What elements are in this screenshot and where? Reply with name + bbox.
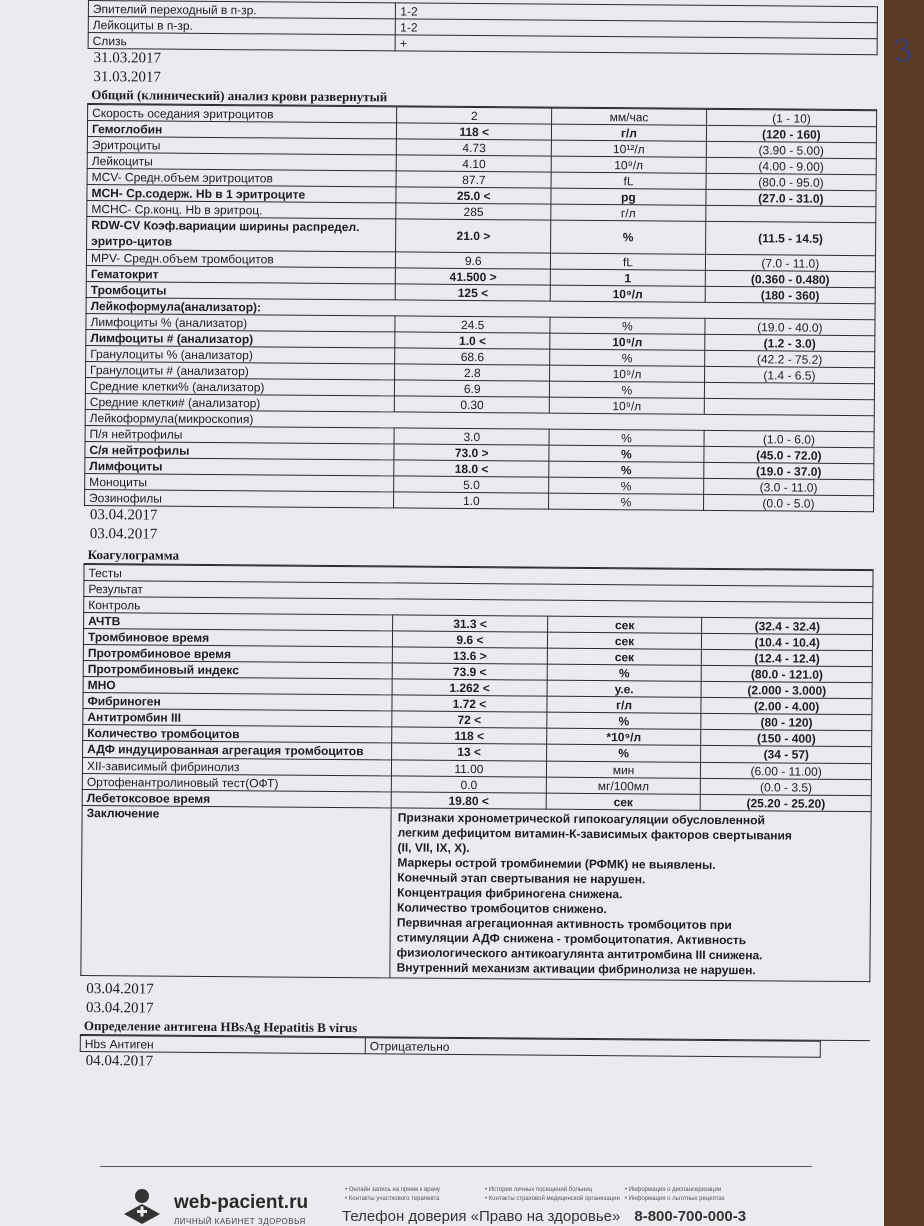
test-name: Антитромбин III xyxy=(83,708,392,726)
test-reference xyxy=(704,382,874,399)
test-unit: % xyxy=(550,317,705,334)
test-unit: 1 xyxy=(550,269,705,286)
conclusion-line: Конечный этап свертывания не нарушен. xyxy=(397,870,646,887)
test-reference: (1.0 - 6.0) xyxy=(704,430,874,447)
test-unit: fL xyxy=(551,253,706,270)
conclusion-line: физиологического антикоагулянта антитромбина III снижена. xyxy=(396,945,763,963)
conclusion-line: Маркеры острой тромбинемии (РФМК) не выявлены. xyxy=(397,855,716,872)
test-unit: *10⁹/л xyxy=(546,728,701,745)
test-value: 24.5 xyxy=(395,316,550,333)
test-unit: мин xyxy=(546,761,701,778)
test-unit: г/л xyxy=(547,696,702,713)
test-name: MPV- Средн.объем тромбоцитов xyxy=(86,249,396,267)
test-reference: (1 - 10) xyxy=(706,109,876,126)
conclusion-row xyxy=(81,805,871,981)
test-reference: (180 - 360) xyxy=(705,286,875,303)
column-header: Контроль xyxy=(84,596,873,618)
footer-link[interactable]: • Контакты участкового терапевта xyxy=(345,1196,440,1202)
test-reference: (3.90 - 5.00) xyxy=(706,141,876,158)
test-reference: (2.000 - 3.000) xyxy=(701,681,872,698)
test-value: 1-2 xyxy=(396,3,878,23)
test-name: Лимфоциты xyxy=(85,457,395,475)
test-reference: (25.20 - 25.20) xyxy=(701,794,872,811)
test-value: 68.6 xyxy=(395,348,550,365)
test-unit: % xyxy=(549,493,704,510)
hotline-label: Телефон доверия «Право на здоровье» xyxy=(342,1208,621,1225)
test-unit: 10¹²/л xyxy=(551,140,706,157)
conclusion-line: легким дефицитом витамин-К-зависимых факторов свертывания xyxy=(397,825,792,843)
test-name: XII-зависимый фибринолиз xyxy=(82,757,391,775)
test-value: 0.0 xyxy=(391,776,546,793)
hbs-title: Определение антигена HBsAg Hepatitis B virus xyxy=(80,1018,870,1041)
test-name: П/я нейтрофилы xyxy=(85,425,395,443)
conclusion-line: (II, VII, IX, X). xyxy=(397,840,470,856)
test-name: Гемоглобин xyxy=(87,121,397,139)
test-unit: 10⁹/л xyxy=(550,285,705,302)
coag-title: Коагулограмма xyxy=(84,547,874,570)
test-reference xyxy=(706,205,876,222)
conclusion-line: Количество тромбоцитов снижено. xyxy=(397,900,607,917)
hotline-phone: 8-800-700-000-3 xyxy=(634,1208,747,1225)
test-value: 11.00 xyxy=(392,760,547,777)
footer-divider xyxy=(100,1166,812,1167)
test-unit: pg xyxy=(551,188,706,205)
column-header: Результат xyxy=(84,580,873,602)
test-value: 1.0 xyxy=(394,492,549,509)
test-reference xyxy=(704,398,874,415)
logo-text: web-pacient.ru xyxy=(174,1192,309,1213)
section-header: Лейкоформула(анализатор): xyxy=(86,297,875,319)
test-unit: сек xyxy=(547,616,702,633)
test-name: Скорость оседания эритроцитов xyxy=(88,105,398,123)
test-name: Протромбиновое время xyxy=(83,644,392,662)
test-value: 1.72 < xyxy=(392,695,547,712)
lab-report xyxy=(80,0,878,1077)
test-reference: (42.2 - 75.2) xyxy=(704,350,874,367)
hotline xyxy=(342,1208,746,1225)
test-reference: (80 - 120) xyxy=(701,713,872,730)
test-value: 118 < xyxy=(392,727,547,744)
test-name: Лебетоксовое время xyxy=(82,789,391,807)
test-name: МНО xyxy=(83,676,392,694)
handwritten-page-number: 3 xyxy=(891,32,916,71)
test-unit: % xyxy=(550,381,705,398)
blood-test-title: Общий (клинический) анализ крови развернутый xyxy=(87,87,877,110)
test-reference: (0.0 - 3.5) xyxy=(701,778,872,795)
test-name: Гранулоциты # (анализатор) xyxy=(86,361,396,379)
test-reference: (7.0 - 11.0) xyxy=(705,254,875,271)
test-reference: (10.4 - 10.4) xyxy=(702,633,873,650)
test-value: 4.73 xyxy=(397,139,552,156)
section-header: Лейкоформула(микроскопия) xyxy=(85,409,874,431)
test-unit: % xyxy=(549,477,704,494)
footer-link[interactable]: • История личных посещений больниц xyxy=(485,1187,593,1193)
test-unit: 10⁹/л xyxy=(550,365,705,382)
test-value: 13 < xyxy=(392,743,547,761)
test-value: 125 < xyxy=(396,284,551,301)
test-unit: г/л xyxy=(551,204,706,221)
test-reference: (19.0 - 37.0) xyxy=(704,462,874,479)
test-value: 9.6 < xyxy=(393,631,548,648)
test-name: Слизь xyxy=(88,33,396,51)
conclusion-line: Признаки хронометрической гипокоагуляции обусловленной xyxy=(397,810,765,828)
test-reference: (80.0 - 121.0) xyxy=(702,665,873,682)
footer-link[interactable]: • Информация о льготных рецептах xyxy=(625,1196,725,1202)
test-unit: сек xyxy=(546,793,701,810)
coag-table xyxy=(80,564,873,982)
test-value: Отрицательно xyxy=(365,1038,820,1058)
test-name: Фибриноген xyxy=(83,692,392,710)
test-value: 3.0 xyxy=(394,428,549,445)
test-name: Гранулоциты % (анализатор) xyxy=(86,345,396,363)
test-unit: у.е. xyxy=(547,680,702,697)
test-unit: % xyxy=(551,220,706,254)
test-name: АЧТВ xyxy=(84,612,393,630)
test-unit: % xyxy=(546,744,701,762)
test-reference: (1.4 - 6.5) xyxy=(704,366,874,383)
test-name: Лейкоциты xyxy=(87,152,397,170)
test-unit: 10⁹/л xyxy=(551,156,706,173)
test-unit: сек xyxy=(547,648,702,665)
test-reference: (19.0 - 40.0) xyxy=(705,318,875,335)
test-reference: (6.00 - 11.00) xyxy=(701,762,872,779)
test-value: 13.6 > xyxy=(392,647,547,664)
date-line: 03.04.2017 xyxy=(89,507,158,524)
test-unit: 10⁹/л xyxy=(549,397,704,414)
test-reference: (4.00 - 9.00) xyxy=(706,157,876,174)
date-line: 04.04.2017 xyxy=(85,1053,154,1070)
test-reference: (80.0 - 95.0) xyxy=(706,173,876,190)
test-unit: % xyxy=(550,349,705,366)
test-reference: (150 - 400) xyxy=(701,729,872,746)
test-reference: (3.0 - 11.0) xyxy=(703,478,873,495)
test-value: 6.9 xyxy=(395,380,550,397)
test-unit: % xyxy=(549,445,704,462)
test-unit: мг/100мл xyxy=(546,777,701,794)
test-value: 0.30 xyxy=(395,396,550,413)
footer-link[interactable]: • Контакты страховой медицинской организации xyxy=(485,1196,620,1202)
test-unit: 10⁹/л xyxy=(550,333,705,350)
test-value: + xyxy=(396,35,878,55)
test-value: 118 < xyxy=(397,123,552,140)
test-name: Ортофенантролиновый тест(ОФТ) xyxy=(82,773,391,791)
test-name: Лейкоциты в п-зр. xyxy=(88,17,396,35)
footer-link[interactable]: • Онлайн запись на прием к врачу xyxy=(345,1187,440,1193)
test-value: 73.0 > xyxy=(394,444,549,461)
test-name: MCV- Средн.объем эритроцитов xyxy=(87,168,397,186)
test-unit: сек xyxy=(547,632,702,649)
test-reference: (12.4 - 12.4) xyxy=(702,649,873,666)
test-unit: % xyxy=(549,461,704,478)
test-name: Hbs Антиген xyxy=(80,1035,365,1053)
logo-subtitle: ЛИЧНЫЙ КАБИНЕТ ЗДОРОВЬЯ xyxy=(174,1217,306,1226)
date-line: 31.03.2017 xyxy=(93,69,161,86)
test-value: 19.80 < xyxy=(391,792,546,809)
test-name: Протромбиновый индекс xyxy=(83,660,392,678)
test-value: 31.3 < xyxy=(393,615,548,632)
test-name: Количество тромбоцитов xyxy=(83,724,392,742)
test-unit: % xyxy=(549,429,704,446)
test-value: 285 xyxy=(396,203,551,220)
test-value: 1.0 < xyxy=(395,332,550,349)
test-reference: (2.00 - 4.00) xyxy=(701,697,872,714)
test-name: Тромбоциты xyxy=(86,281,396,299)
test-unit: fL xyxy=(551,172,706,189)
conclusion-label: Заключение xyxy=(81,805,392,977)
test-value: 18.0 < xyxy=(394,460,549,477)
test-value: 1.262 < xyxy=(392,679,547,696)
test-value: 4.10 xyxy=(397,155,552,172)
conclusion-text xyxy=(390,808,871,982)
footer-link[interactable]: • Информация о диспансеризации xyxy=(625,1187,722,1193)
logo-icon xyxy=(120,1188,164,1226)
test-unit: мм/час xyxy=(552,108,707,125)
test-value: 21.0 > xyxy=(396,219,551,253)
test-value: 73.9 < xyxy=(392,663,547,680)
test-name: RDW-CV Коэф.вариации ширины распредел. эритро-цитов xyxy=(87,216,397,251)
test-name: Моноциты xyxy=(85,473,395,491)
test-reference: (34 - 57) xyxy=(701,745,872,763)
test-reference: (32.4 - 32.4) xyxy=(702,617,873,634)
test-value: 72 < xyxy=(392,711,547,728)
conclusion-line: Концентрация фибриногена снижена. xyxy=(397,885,623,902)
test-value: 25.0 < xyxy=(396,187,551,204)
test-value: 87.7 xyxy=(396,171,551,188)
test-reference: (27.0 - 31.0) xyxy=(706,189,876,206)
test-name: Средние клетки# (анализатор) xyxy=(85,393,395,411)
test-name: MCHC- Ср.конц. Hb в эритроц. xyxy=(87,200,397,218)
test-name: Гематокрит xyxy=(86,265,396,283)
test-name: Эритроциты xyxy=(87,136,397,154)
test-name: С/я нейтрофилы xyxy=(85,441,395,459)
test-name: Средние клетки% (анализатор) xyxy=(85,377,395,395)
urine-table xyxy=(88,0,878,55)
date-line: 31.03.2017 xyxy=(93,50,162,67)
test-reference: (1.2 - 3.0) xyxy=(705,334,875,351)
test-value: 9.6 xyxy=(396,252,551,269)
conclusion-line: Внутренний механизм активации фибринолиза не нарушен. xyxy=(396,960,756,978)
test-value: 2 xyxy=(397,107,552,124)
column-header: Тесты xyxy=(84,564,873,586)
footer-links xyxy=(345,1186,765,1204)
test-reference: (0.360 - 0.480) xyxy=(705,270,875,287)
test-unit: г/л xyxy=(552,124,707,141)
conclusion-line: Первичная агрегационная активность тромбоцитов при xyxy=(396,915,732,933)
test-value: 5.0 xyxy=(394,476,549,493)
test-reference: (45.0 - 72.0) xyxy=(704,446,874,463)
test-reference: (0.0 - 5.0) xyxy=(703,494,873,511)
test-value: 1-2 xyxy=(396,19,878,39)
test-unit: % xyxy=(547,664,702,681)
test-unit: % xyxy=(547,712,702,729)
test-value: 41.500 > xyxy=(396,268,551,285)
test-reference: (120 - 160) xyxy=(706,125,876,142)
date-line: 03.04.2017 xyxy=(89,526,158,543)
test-name: Лимфоциты % (анализатор) xyxy=(86,313,396,331)
test-name: Эозинофилы xyxy=(85,489,395,507)
test-reference: (11.5 - 14.5) xyxy=(705,221,875,255)
test-name: Лимфоциты # (анализатор) xyxy=(86,329,396,347)
footer xyxy=(100,1162,820,1226)
test-name: MCH- Ср.содерж. Hb в 1 эритроците xyxy=(87,184,397,202)
blood-table xyxy=(84,104,877,512)
date-line: 03.04.2017 xyxy=(86,1000,154,1017)
test-name: АДФ индуцированная агрегация тромбоцитов xyxy=(83,740,392,759)
conclusion-line: стимуляции АДФ снижена - тромбоцитопатия. Активность xyxy=(396,930,747,948)
date-line: 03.04.2017 xyxy=(86,981,154,998)
test-name: Эпителий переходный в п-зр. xyxy=(88,1,396,19)
test-value: 2.8 xyxy=(395,364,550,381)
test-name: Тромбиновое время xyxy=(83,628,392,646)
